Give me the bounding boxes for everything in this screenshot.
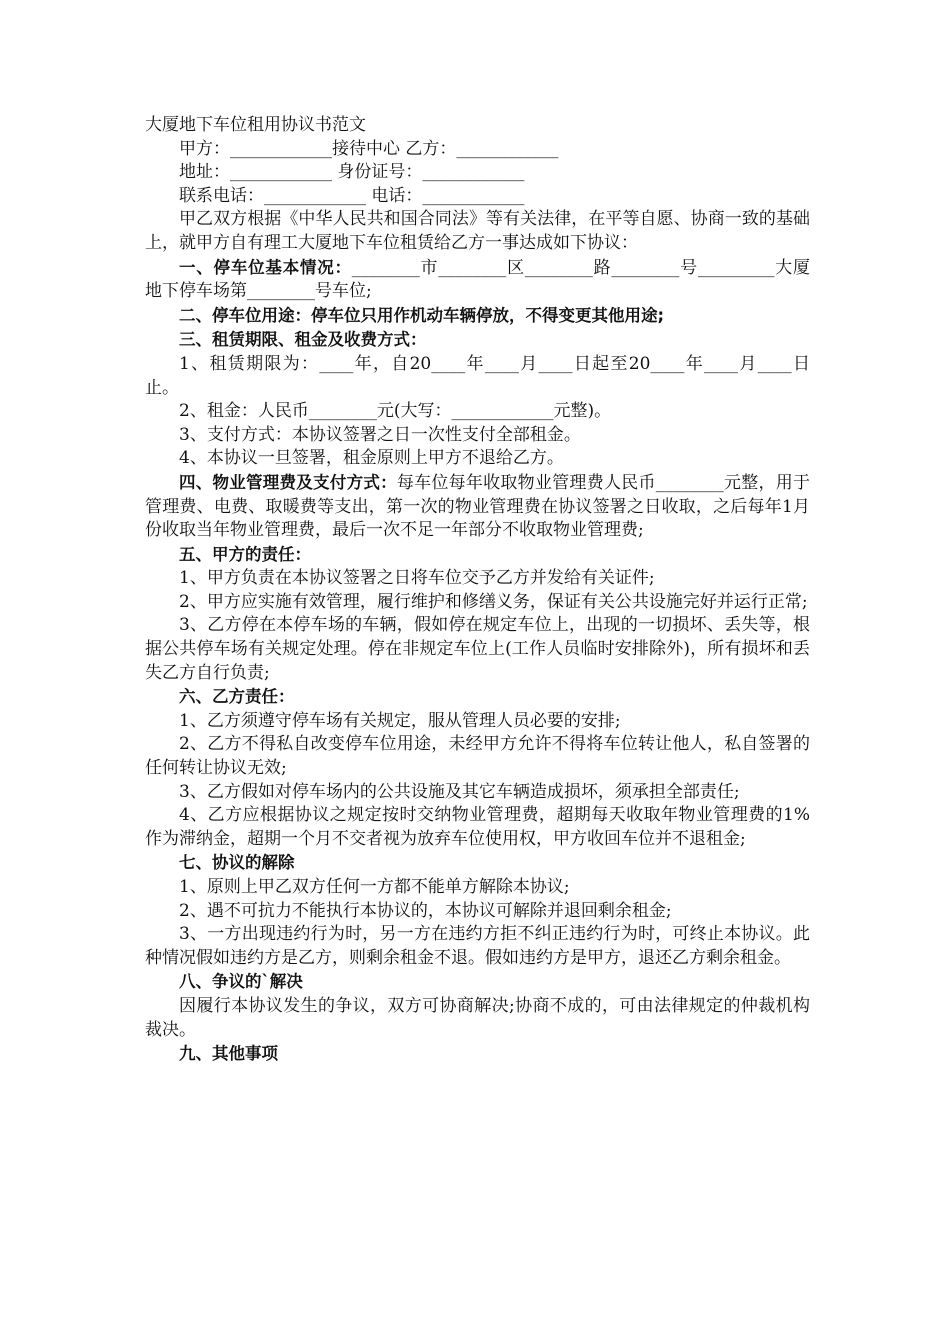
paragraph-text: 2、租金：人民币________元(大写：____________元整)。: [179, 401, 612, 422]
paragraph: [145, 923, 810, 970]
section-heading-text: 八、争议的`解决: [179, 972, 303, 992]
section-heading: [145, 328, 810, 353]
paragraph: [145, 138, 810, 162]
paragraph: [145, 447, 810, 471]
paragraph: [145, 471, 810, 543]
paragraph: [145, 733, 810, 780]
document-title: 大厦地下车位租用协议书范文: [145, 115, 366, 135]
section-heading-text: 三、租赁期限、租金及收费方式：: [179, 330, 427, 350]
paragraph: [145, 710, 810, 734]
section-heading: [145, 685, 810, 710]
paragraph: [145, 424, 810, 448]
paragraph-text: 2、遇不可抗力不能执行本协议的，本协议可解除并退回剩余租金;: [179, 900, 672, 921]
paragraph-text: 因履行本协议发生的争议，双方可协商解决;协商不成的，可由法律规定的仲裁机构裁决。: [145, 995, 810, 1040]
paragraph: [145, 161, 810, 185]
paragraph: [145, 876, 810, 900]
paragraph: [145, 567, 810, 591]
paragraph-text: 3、支付方式：本协议签署之日一次性支付全部租金。: [179, 424, 581, 445]
paragraph-text: 4、乙方应根据协议之规定按时交纳物业管理费，超期每天收取年物业管理费的1%作为滞纳金，超期一个月不交者视为放弃车位使用权，甲方收回车位并不退租金;: [145, 805, 810, 849]
section-heading: [145, 304, 810, 329]
paragraph: [145, 900, 810, 924]
paragraph-text: 2、甲方应实施有效管理，履行维护和修缮义务，保证有关公共设施完好并运行正常;: [179, 591, 808, 612]
paragraph-text: 每车位每年收取物业管理费人民币________元整，用于管理费、电费、取暖费等支出，第一次的物业管理费在协议签署之日收取，之后每年1月份收取当年物业管理费，最后一次不足一年部分不收取物业管理费;: [145, 472, 811, 541]
section-heading: [145, 1042, 810, 1067]
section-heading: [145, 543, 810, 568]
section-heading-text: 七、协议的解除: [179, 853, 295, 873]
paragraph-text: 3、乙方停在本停车场的车辆，假如停在规定车位上，出现的一切损坏、丢失等，根据公共停车场有关规定处理。停在非规定车位上(工作人员临时安排除外)，所有损坏和丢失乙方自行负责;: [145, 615, 810, 683]
paragraph-text: 联系电话：____________ 电话：____________: [179, 185, 525, 206]
paragraph-text: ________市________区________路________号_________大厦地下停车场第________号车位;: [145, 257, 810, 302]
section-heading-text: 六、乙方责任：: [179, 687, 295, 707]
paragraph-text: 1、租赁期限为：____年，自20____年____月____日起至20____年____月____日止。: [145, 353, 810, 398]
paragraph-text: 4、本协议一旦签署，租金原则上甲方不退给乙方。: [179, 448, 564, 469]
paragraph: [145, 400, 810, 424]
paragraph: [145, 781, 810, 805]
paragraph: [145, 353, 810, 400]
paragraph-text: 3、一方出现违约行为时，另一方在违约方拒不纠正违约行为时，可终止本协议。此种情况假如违约方是乙方，则剩余租金不退。假如违约方是甲方，退还乙方剩余租金。: [145, 924, 810, 968]
paragraph: [145, 256, 810, 304]
paragraph-text: 1、乙方须遵守停车场有关规定，服从管理人员必要的安排;: [179, 710, 621, 731]
paragraph-text: 地址：____________ 身份证号：____________: [179, 162, 525, 183]
paragraph-text: 甲方：____________接待中心 乙方：____________: [179, 138, 559, 159]
section-heading: [145, 970, 810, 995]
paragraph: [145, 614, 810, 685]
paragraph-text: 2、乙方不得私自改变停车位用途，未经甲方允许不得将车位转让他人，私自签署的任何转让协议无效;: [145, 734, 810, 779]
paragraph-text: 3、乙方假如对停车场内的公共设施及其它车辆造成损坏，须承担全部责任;: [179, 781, 740, 802]
paragraph-text: 1、甲方负责在本协议签署之日将车位交予乙方并发给有关证件;: [179, 568, 655, 589]
section-heading-text: 四、物业管理费及支付方式：: [179, 472, 397, 492]
paragraph: [145, 804, 810, 851]
document-body: [145, 114, 810, 1067]
paragraph-text: 甲乙双方根据《中华人民共和国合同法》等有关法律，在平等自愿、协商一致的基础上，就甲方自有理工大厦地下车位租赁给乙方一事达成如下协议：: [145, 209, 810, 253]
section-heading: [145, 851, 810, 876]
paragraph-text: 1、原则上甲乙双方任何一方都不能单方解除本协议;: [179, 877, 570, 897]
section-heading-text: 一、停车位基本情况：: [179, 257, 352, 277]
paragraph: [145, 995, 810, 1042]
paragraph: [145, 591, 810, 615]
paragraph: [145, 208, 810, 255]
paragraph: [145, 185, 810, 209]
section-heading-text: 九、其他事项: [179, 1044, 278, 1064]
section-heading-text: 二、停车位用途：停车位只用作机动车辆停放，不得变更其他用途;: [179, 305, 665, 325]
section-heading-text: 五、甲方的责任：: [179, 544, 311, 564]
